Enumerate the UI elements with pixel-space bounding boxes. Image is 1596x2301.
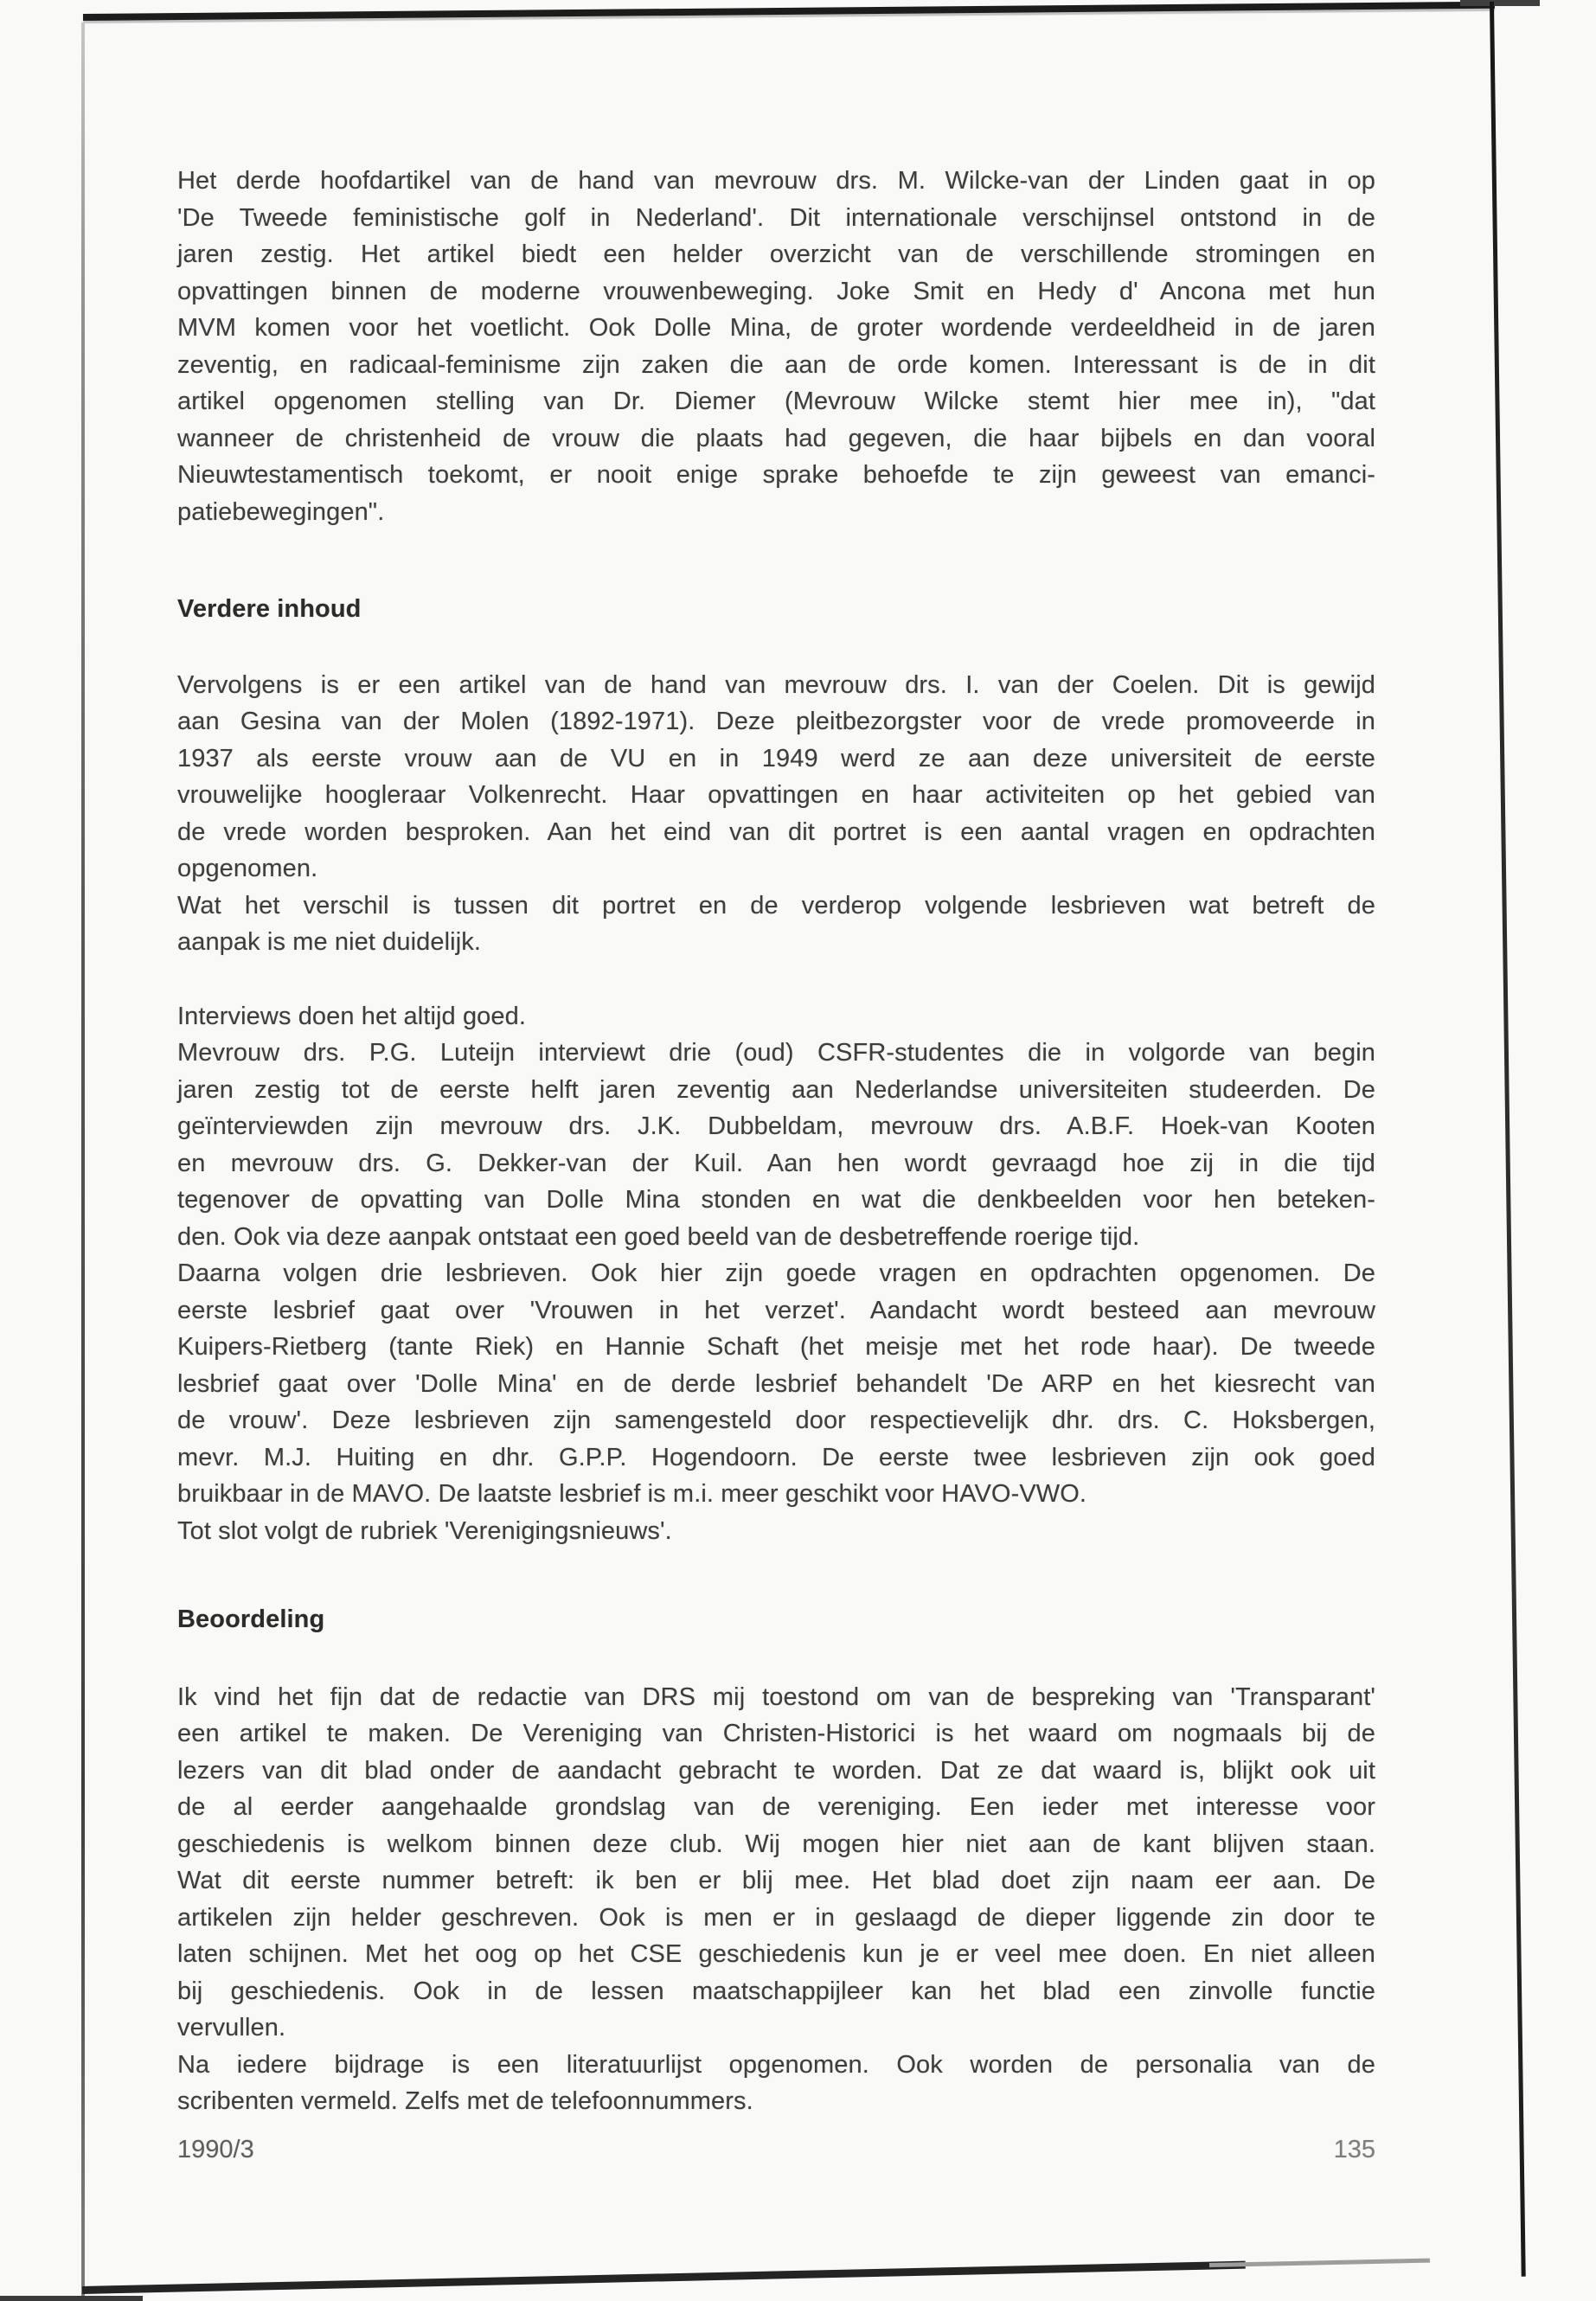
text-line: lezers van dit blad onder de aandacht gebracht te worden. Dat ze dat waard is, blijkt ook uit [177, 1756, 1375, 1785]
text-line: een artikel te maken. De Vereniging van Christen-Historici is het waard om nogmaals bij de [177, 1720, 1375, 1747]
text-line: Het derde hoofdartikel van de hand van mevrouw drs. M. Wilcke-van der Linden gaat in op [177, 167, 1375, 195]
text-line: MVM komen voor het voetlicht. Ook Dolle Mina, de groter wordende verdeeldheid in de jaren [177, 314, 1375, 342]
text-line: Ik vind het fijn dat de redactie van DRS mij toestond om van de bespreking van 'Transparant' [177, 1682, 1375, 1711]
page-edge-top-right [1460, 0, 1540, 6]
text-line: Beoordeling [177, 1606, 325, 1633]
text-line: de al eerder aangehaalde grondslag van de vereniging. Een ieder met interesse voor [177, 1793, 1375, 1821]
text-line: Na iedere bijdrage is een literatuurlijst opgenomen. Ook worden de personalia van de [177, 2050, 1375, 2079]
text-line: Nieuwtestamentisch toekomt, er nooit enige sprake behoefde te zijn geweest van emanci- [177, 461, 1375, 489]
text-line: tegenover de opvatting van Dolle Mina stonden en wat die denkbeelden voor hen beteken- [177, 1186, 1375, 1214]
page-edge-left [81, 22, 85, 2299]
page-edge-right [1490, 2, 1526, 2277]
paragraph [177, 1035, 1375, 1255]
page-edge-bottom [82, 2261, 1246, 2294]
text-line: Vervolgens is er een artikel van de hand van mevrouw drs. I. van der Coelen. Dit is gewijd [177, 670, 1375, 699]
footer-issue: 1990/3 [177, 2136, 254, 2163]
text-line: lesbrief gaat over 'Dolle Mina' en de derde lesbrief behandelt 'De ARP en het kiesrecht van [177, 1369, 1375, 1398]
text-line: aan Gesina van der Molen (1892-1971). Deze pleitbezorgster voor de vrede promoveerde in [177, 708, 1375, 735]
paragraph [177, 1513, 1375, 1550]
text-line: jaren zestig tot de eerste helft jaren zeventig aan Nederlandse universiteiten studeerden. De [177, 1075, 1375, 1104]
text-line: 'De Tweede feministische golf in Nederland'. Dit internationale verschijnsel ontstond in de [177, 203, 1375, 232]
text-line: vervullen. [177, 2014, 286, 2041]
text-line: geschiedenis is welkom binnen deze club. Wij mogen hier niet aan de kant blijven staan. [177, 1830, 1375, 1858]
text-line: jaren zestig. Het artikel biedt een helder overzicht van de verschillende stromingen en [177, 240, 1375, 268]
page-edge-top [83, 2, 1495, 21]
text-line: artikel opgenomen stelling van Dr. Diemer (Mevrouw Wilcke stemt hier mee in), "dat [177, 388, 1375, 415]
paragraph [177, 888, 1375, 961]
text-line: Daarna volgen drie lesbrieven. Ook hier zijn goede vragen en opdrachten opgenomen. De [177, 1259, 1375, 1287]
page-footer [177, 2131, 1375, 2168]
paragraph [177, 2047, 1375, 2120]
footer-page-number: 135 [1333, 2136, 1375, 2163]
paragraph [177, 1255, 1375, 1513]
page-edge-bottom-left [0, 2296, 143, 2301]
text-line: Kuipers-Rietberg (tante Riek) en Hannie Schaft (het meisje met het rode haar). De tweede [177, 1333, 1375, 1361]
text-line: mevr. M.J. Huiting en dhr. G.P.P. Hogendoorn. De eerste twee lesbrieven zijn ook goed [177, 1443, 1375, 1471]
paragraph [177, 163, 1375, 530]
text-line: den. Ook via deze aanpak ontstaat een goed beeld van de desbetreffende roerige tijd. [177, 1222, 1140, 1251]
page-edge-bottom-gray [1209, 2259, 1430, 2267]
paragraph [177, 667, 1375, 888]
text-line: Wat dit eerste nummer betreft: ik ben er blij mee. Het blad doet zijn naam eer aan. De [177, 1867, 1375, 1894]
text-line: de vrouw'. Deze lesbrieven zijn samengesteld door respectievelijk dhr. drs. C. Hoksbergen, [177, 1407, 1375, 1434]
text-line: bij geschiedenis. Ook in de lessen maatschappijleer kan het blad een zinvolle functie [177, 1977, 1375, 2005]
text-line: en mevrouw drs. G. Dekker-van der Kuil. Aan hen wordt gevraagd hoe zij in die tijd [177, 1149, 1375, 1177]
text-line: vrouwelijke hoogleraar Volkenrecht. Haar opvattingen en haar activiteiten op het gebied van [177, 781, 1375, 809]
text-line: patiebewegingen". [177, 497, 385, 526]
text-line: wanneer de christenheid de vrouw die plaats had gegeven, die haar bijbels en dan vooral [177, 424, 1375, 452]
text-line: Tot slot volgt de rubriek 'Verenigingsnieuws'. [177, 1516, 672, 1545]
paragraph [177, 1679, 1375, 2047]
text-line: zeventig, en radicaal-feminisme zijn zaken die aan de orde komen. Interessant is de in dit [177, 350, 1375, 379]
text-line: Mevrouw drs. P.G. Luteijn interviewt drie (oud) CSFR-studentes die in volgorde van begin [177, 1039, 1375, 1067]
text-line: scribenten vermeld. Zelfs met de telefoonnummers. [177, 2087, 753, 2115]
text-line: artikelen zijn helder geschreven. Ook is men er in geslaagd de dieper liggende zin door te [177, 1903, 1375, 1932]
section-heading [177, 591, 1375, 628]
text-line: Wat het verschil is tussen dit portret en de verderop volgende lesbrieven wat betreft de [177, 891, 1375, 920]
text-line: eerste lesbrief gaat over 'Vrouwen in het verzet'. Aandacht wordt besteed aan mevrouw [177, 1296, 1375, 1324]
text-line: aanpak is me niet duidelijk. [177, 928, 481, 956]
text-line: de vrede worden besproken. Aan het eind van dit portret is een aantal vragen en opdrachten [177, 817, 1375, 846]
text-line: opvattingen binnen de moderne vrouwenbeweging. Joke Smit en Hedy d' Ancona met hun [177, 277, 1375, 305]
text-line: bruikbaar in de MAVO. De laatste lesbrief is m.i. meer geschikt voor HAVO-VWO. [177, 1480, 1087, 1508]
text-line: Interviews doen het altijd goed. [177, 1002, 527, 1030]
text-line: 1937 als eerste vrouw aan de VU en in 1949 werd ze aan deze universiteit de eerste [177, 744, 1375, 772]
paragraph [177, 998, 1375, 1035]
text-line: opgenomen. [177, 855, 318, 882]
section-heading [177, 1601, 1375, 1638]
text-line: laten schijnen. Met het oog op het CSE geschiedenis kun je er veel mee doen. En niet alleen [177, 1940, 1375, 1968]
text-line: geïnterviewden zijn mevrouw drs. J.K. Dubbeldam, mevrouw drs. A.B.F. Hoek-van Kooten [177, 1112, 1375, 1140]
text-line: Verdere inhoud [177, 595, 362, 623]
text-column [177, 163, 1375, 2120]
